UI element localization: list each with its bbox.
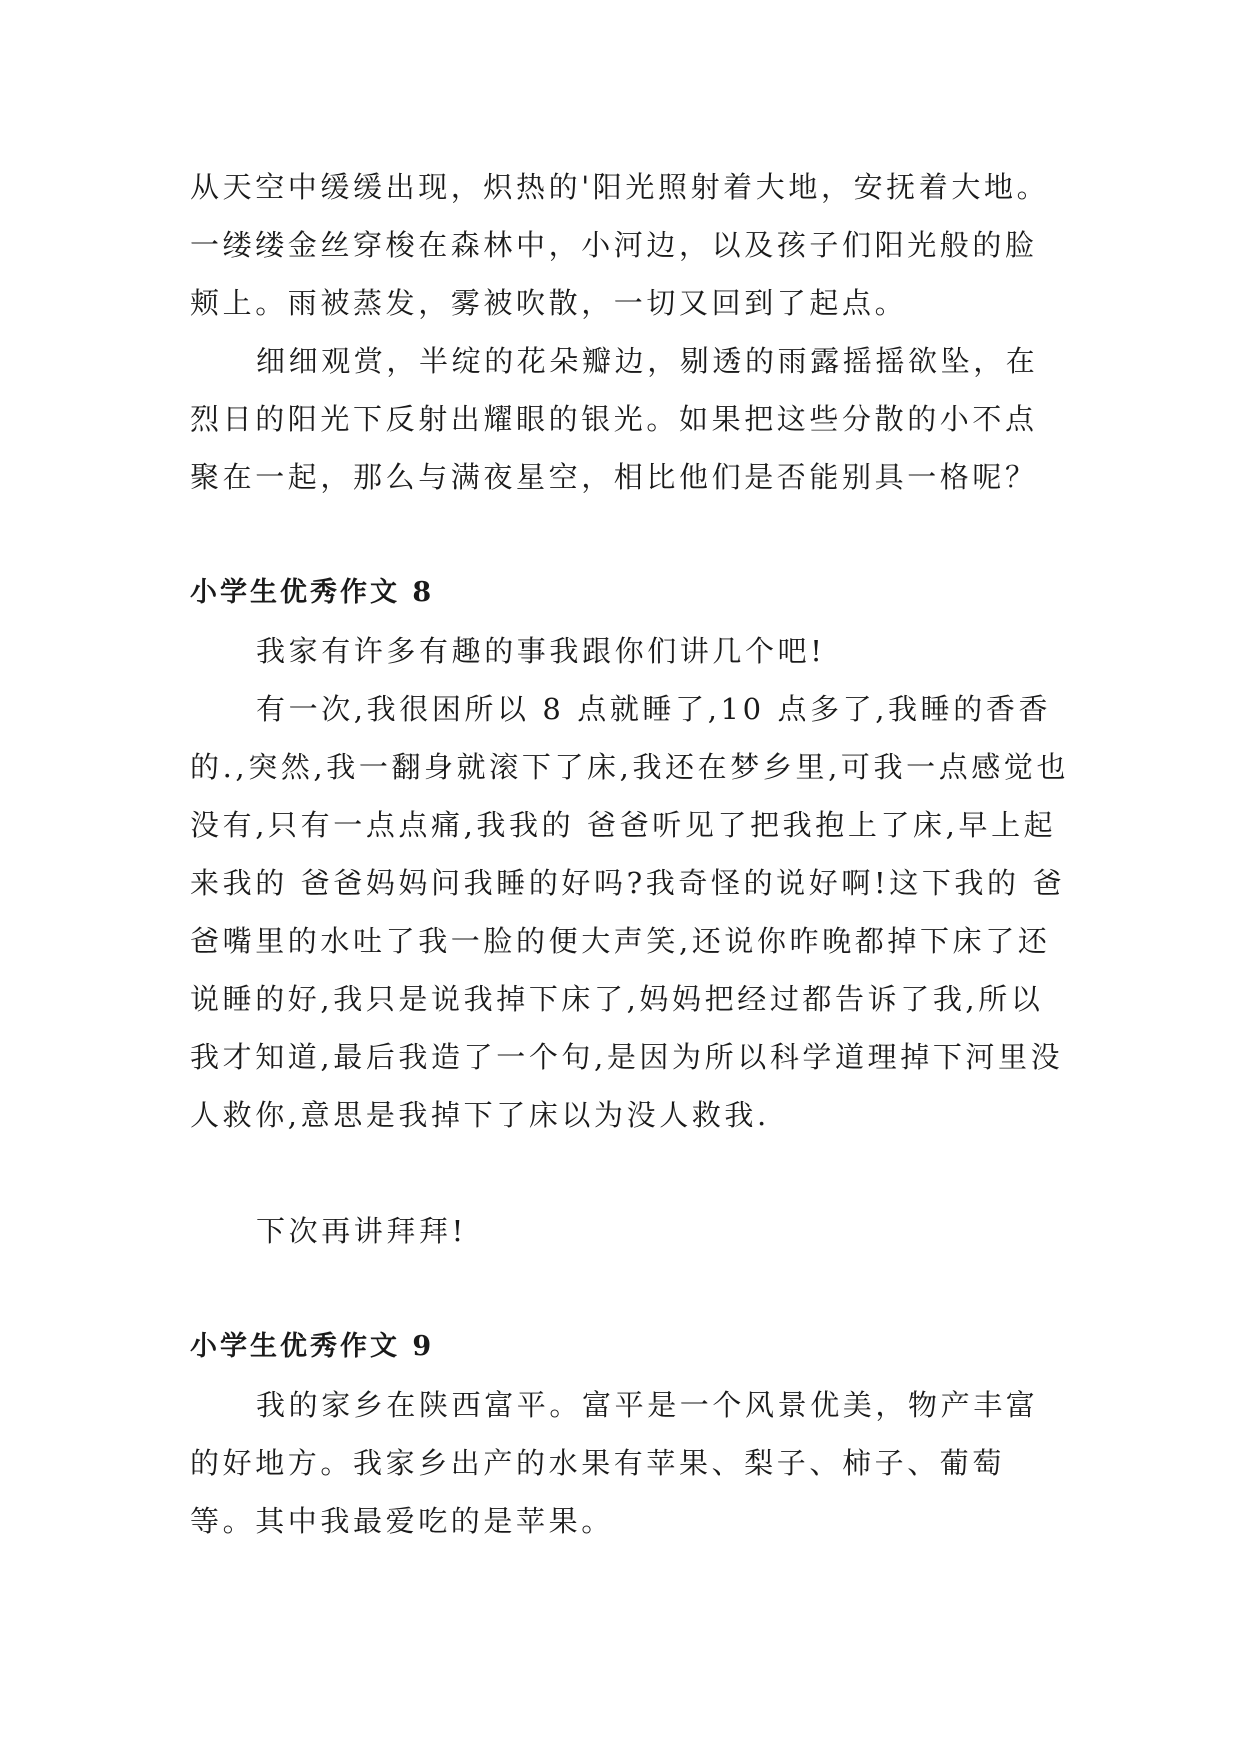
paragraph: 从天空中缓缓出现，炽热的'阳光照射着大地，安抚着大地。一缕缕金丝穿梭在森林中，小河边，以及孩子们阳光般的脸颊上。雨被蒸发，雾被吹散，一切又回到了起点。 bbox=[190, 170, 1050, 320]
paragraph: 细细观赏，半绽的花朵瓣边，剔透的雨露摇摇欲坠，在烈日的阳光下反射出耀眼的银光。如果把这些分散的小不点聚在一起，那么与满夜星空，相比他们是否能别具一格呢？ bbox=[190, 344, 1039, 494]
paragraph: 有一次,我很困所以 8 点就睡了,10 点多了,我睡的香香的.,突然,我一翻身就滚下了床,我还在梦乡里,可我一点感觉也没有,只有一点点痛,我我的 爸爸听见了把我抱上了床,早上起来我的 爸爸妈妈问我睡的好吗?我奇怪的说好啊!这下我的 爸爸嘴里的水吐了我一脸的便大声笑,还说你昨晚都掉下床了还说睡的好,我只是说我掉下床了,妈妈把经过都告诉了我,所以我才知道,最后我造了一个句,是因为所以科学道理掉下河里没人救你,意思是我掉下了床以为没人救我. bbox=[190, 692, 1070, 1132]
section-heading: 小学生优秀作文 8 bbox=[190, 577, 435, 608]
paragraph: 我的家乡在陕西富平。富平是一个风景优美，物产丰富的好地方。我家乡出产的水果有苹果、梨子、柿子、葡萄等。其中我最爱吃的是苹果。 bbox=[190, 1388, 1039, 1538]
paragraph: 我家有许多有趣的事我跟你们讲几个吧! bbox=[256, 634, 826, 668]
section-heading: 小学生优秀作文 9 bbox=[190, 1331, 435, 1362]
paragraph: 下次再讲拜拜! bbox=[256, 1214, 467, 1248]
